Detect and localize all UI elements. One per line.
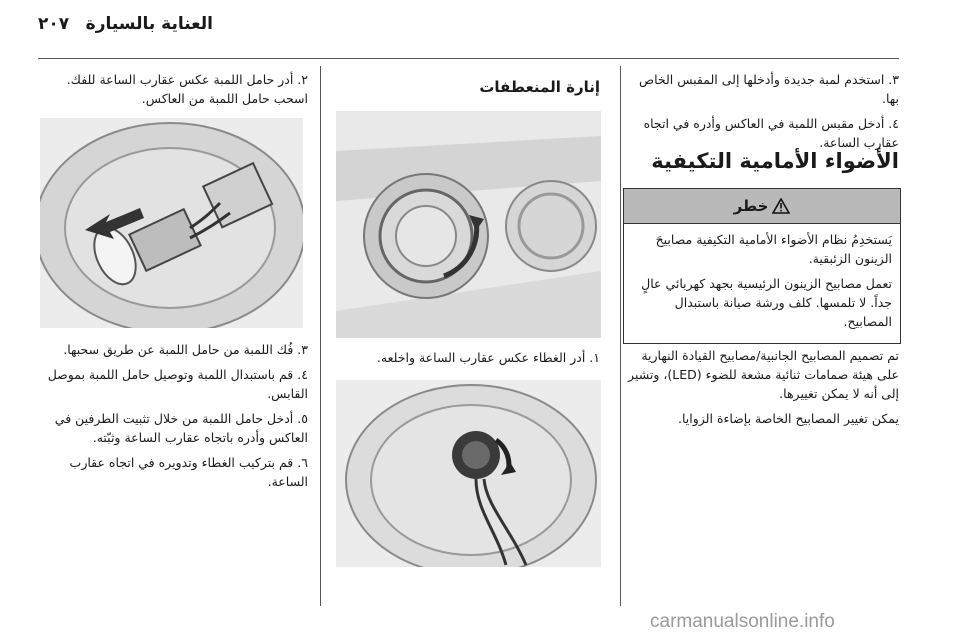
right-column (623, 70, 899, 158)
left-step-2 (38, 70, 308, 114)
page-header (0, 0, 960, 48)
middle-step-1 (336, 348, 600, 373)
page-number: ٢٠٧ (38, 14, 70, 34)
section-heading-afl: الأضواء الأمامية التكيفية (651, 149, 899, 173)
bulb-holder-removal-illustration (40, 118, 303, 328)
warning-text-2: تعمل مصابيح الزينون الرئيسية بجهد كهربائي عالٍ جداً. لا تلمسها. كلف ورشة صيانة باستبدال المصابيح. (641, 276, 892, 329)
warning-title: خطر (733, 197, 769, 215)
right-column-bottom (623, 346, 899, 434)
figure-bulb-socket (336, 380, 601, 567)
list-item: ٤.أدخل مقبس اللمبة في العاكس وأدره في اتجاه عقارب الساعة. (643, 116, 899, 150)
list-item: ٣.فُك اللمبة من حامل اللمبة عن طريق سحبها. (63, 342, 308, 357)
watermark: carmanualsonline.info (650, 611, 835, 632)
figure-bulb-holder (40, 118, 303, 328)
warning-box (623, 188, 901, 344)
paragraph-corner-lights: يمكن تغيير المصابيح الخاصة بإضاءة الزوايا. (678, 411, 899, 426)
list-item: ٦.قم بتركيب الغطاء وتدويره في اتجاه عقارب الساعة. (69, 455, 308, 489)
left-steps (38, 340, 308, 497)
paragraph-led: تم تصميم المصابيح الجانبية/مصابيح القيادة النهارية على هيئة صمامات ثنائية مشعة للضوء (LED)، وتشير إلى أنه لا يمكن تغييرها. (628, 348, 899, 401)
list-item: ٥.أدخل حامل اللمبة من خلال تثبيت الطرفين في العاكس وأدره باتجاه عقارب الساعة وثبّته. (54, 411, 308, 445)
warning-triangle-icon (772, 198, 790, 214)
header-divider (38, 58, 899, 59)
column-divider-right (620, 66, 621, 606)
list-item: ٣.استخدم لمبة جديدة وأدخلها إلى المقبس الخاص بها. (638, 72, 899, 106)
afl-heading-wrap (623, 149, 899, 173)
middle-heading-wrap (336, 78, 600, 97)
list-item: ٤.قم باستبدال اللمبة وتوصيل حامل اللمبة بموصل القابس. (47, 367, 308, 401)
list-item: ١.أدر الغطاء عكس عقارب الساعة واخلعه. (376, 350, 600, 365)
warning-text-1: يَستخدِمُ نظام الأضواء الأمامية التكيفية مصابيحَ الزينون الزئبقية. (655, 232, 892, 266)
chapter-title: العناية بالسيارة (85, 14, 213, 34)
bulb-socket-illustration (336, 380, 601, 567)
list-item: ٢.أدر حامل اللمبة عكس عقارب الساعة للفك. اسحب حامل اللمبة من العاكس. (66, 72, 308, 106)
figure-headlamp-cover (336, 111, 601, 338)
column-divider-left (320, 66, 321, 606)
section-heading-cornering: إنارة المنعطفات (479, 78, 600, 96)
headlamp-cover-illustration (336, 111, 601, 338)
warning-body (624, 224, 900, 343)
warning-header (624, 189, 900, 224)
